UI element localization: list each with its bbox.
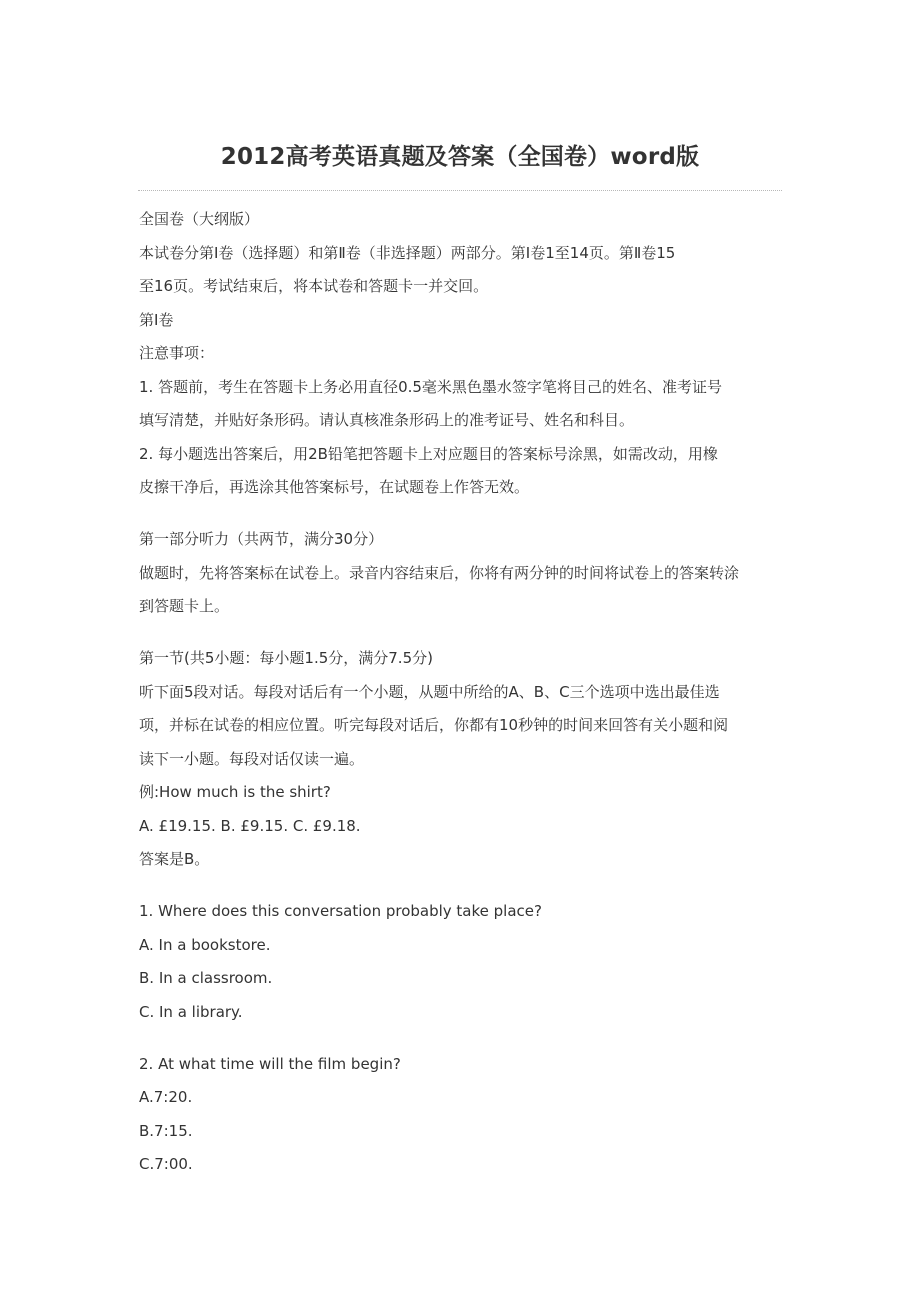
question-1-option-b: B. In a classroom. <box>139 969 273 987</box>
note-1-line-cont: 填写清楚，并贴好条形码。请认真核准条形码上的准考证号、姓名和科目。 <box>139 411 635 429</box>
listening-instruction-line: 做题时，先将答案标在试卷上。录音内容结束后，你将有两分钟的时间将试卷上的答案转涂 <box>139 563 740 582</box>
notes-heading: 注意事项： <box>139 344 215 362</box>
paragraph-gap <box>139 1029 787 1048</box>
question-1-option-c: C. In a library. <box>139 1002 243 1021</box>
section-one-heading: 第一节(共5小题：每小题1.5分，满分7.5分) <box>139 649 433 667</box>
title-divider <box>138 190 782 191</box>
paragraph-gap <box>139 624 787 643</box>
section-one-instruction-line: 听下面5段对话。每段对话后有一个小题，从题中所给的A、B、C三个选项中选出最佳选 <box>139 682 720 701</box>
paper-version-line: 全国卷（大纲版） <box>139 210 260 228</box>
question-2-option-a: A.7:20. <box>139 1088 193 1106</box>
listening-instruction-line-cont: 到答题卡上。 <box>139 597 230 615</box>
example-question: 例:How much is the shirt? <box>139 783 331 801</box>
paper-structure-line: 本试卷分第Ⅰ卷（选择题）和第Ⅱ卷（非选择题）两部分。第Ⅰ卷1至14页。第Ⅱ卷15 <box>139 243 676 262</box>
note-1-line: 1. 答题前，考生在答题卡上务必用直径0.5毫米黑色墨水签字笔将目己的姓名、准考证号 <box>139 377 722 396</box>
section-one-instruction-line-cont: 项，并标在试卷的相应位置。听完每段对话后，你都有10秒钟的时间来回答有关小题和阅 <box>139 716 729 734</box>
note-2-line-cont: 皮擦干净后，再选涂其他答案标号，在试题卷上作答无效。 <box>139 478 530 496</box>
note-2-line: 2. 每小题选出答案后，用2B铅笔把答题卡上对应题目的答案标号涂黑，如需改动，用橡 <box>139 444 718 463</box>
question-2-option-c: C.7:00. <box>139 1155 193 1173</box>
question-1-option-a: A. In a bookstore. <box>139 935 271 954</box>
document-title: 2012高考英语真题及答案（全国卷）word版 <box>220 144 700 170</box>
example-answer: 答案是B。 <box>139 850 210 868</box>
section-one-instruction-line-end: 读下一小题。每段对话仅读一遍。 <box>139 749 365 768</box>
question-1: 1. Where does this conversation probably take place? <box>139 902 542 920</box>
paragraph-gap <box>139 877 787 896</box>
question-2: 2. At what time will the film begin? <box>139 1054 401 1073</box>
volume-one-heading: 第Ⅰ卷 <box>139 310 174 329</box>
paragraph-gap <box>139 505 787 524</box>
listening-part-heading: 第一部分听力（共两节，满分30分） <box>139 530 384 548</box>
document-body <box>139 203 787 1182</box>
paper-structure-line-cont: 至16页。考试结束后，将本试卷和答题卡一并交回。 <box>139 277 489 295</box>
example-options: A. £19.15. B. £9.15. C. £9.18. <box>139 816 361 835</box>
question-2-option-b: B.7:15. <box>139 1121 193 1140</box>
